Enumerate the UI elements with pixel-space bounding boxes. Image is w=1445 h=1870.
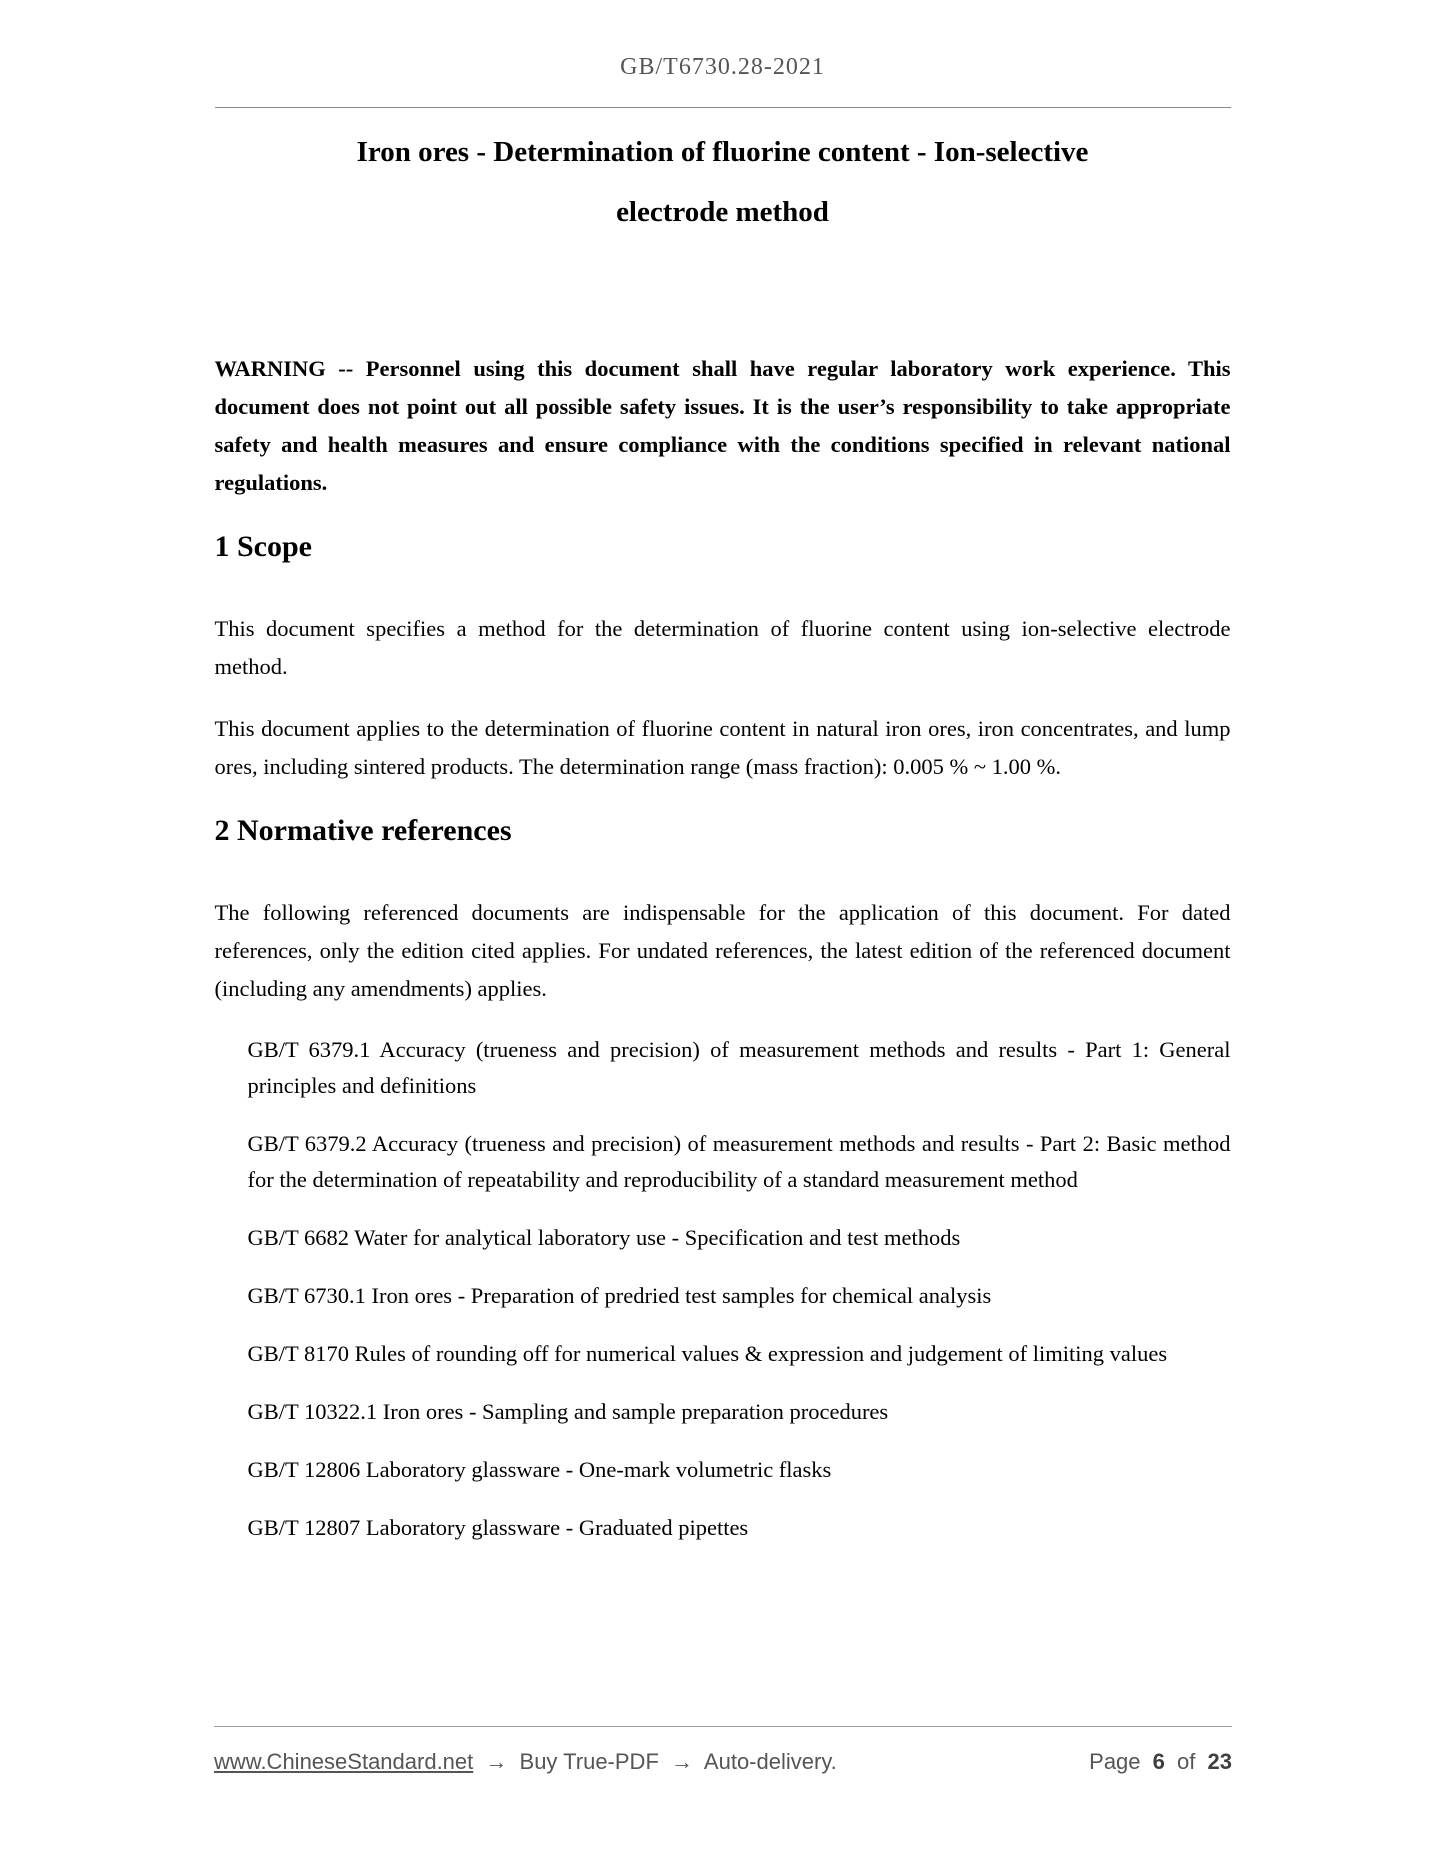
document-title-line2: electrode method xyxy=(616,196,829,228)
reference-item-7: GB/T 12806 Laboratory glassware - One-mark volumetric flasks xyxy=(247,1457,832,1482)
reference-item-8: GB/T 12807 Laboratory glassware - Graduated pipettes xyxy=(247,1515,749,1540)
reference-item-2: GB/T 6379.2 Accuracy (trueness and precision) of measurement methods and results - Part 2: Basic method for the determination of repeatability and reproducibility of a standard measurement method xyxy=(247,1131,1231,1192)
page-footer xyxy=(214,1726,1232,1775)
page-current: 6 xyxy=(1152,1749,1165,1774)
page-total: 23 xyxy=(1207,1749,1232,1774)
page-label: Page xyxy=(1089,1749,1141,1774)
reference-item-3: GB/T 6682 Water for analytical laboratory use - Specification and test methods xyxy=(247,1225,961,1250)
reference-item-1: GB/T 6379.1 Accuracy (trueness and precision) of measurement methods and results - Part 1: General principles and definitions xyxy=(247,1037,1231,1098)
section-heading-normative-references: 2 Normative references xyxy=(214,814,512,847)
warning-paragraph: WARNING -- Personnel using this document shall have regular laboratory work experience. This document does not point out all possible safety issues. It is the user’s responsibility to take appropriate safety and health measures and ensure compliance with the conditions specified in relevant national regulations. xyxy=(214,356,1231,495)
document-title xyxy=(215,122,1231,242)
of-label: of xyxy=(1177,1749,1196,1774)
scope-paragraph-1: This document specifies a method for the determination of fluorine content using ion-selective electrode method. xyxy=(214,616,1231,679)
scope-paragraph-2: This document applies to the determination of fluorine content in natural iron ores, iron concentrates, and lump ores, including sintered products. The determination range (mass fraction): 0.005 % ~ 1.00 %. xyxy=(214,716,1231,779)
reference-item-5: GB/T 8170 Rules of rounding off for numerical values & expression and judgement of limiting values xyxy=(247,1341,1168,1366)
site-link[interactable]: www.ChineseStandard.net xyxy=(214,1749,474,1774)
header-rule xyxy=(215,107,1231,108)
normative-references-intro: The following referenced documents are indispensable for the application of this document. For dated references, only the edition cited applies. For undated references, the latest edition of the referenced document (including any amendments) applies. xyxy=(214,900,1231,1001)
page-content xyxy=(215,0,1231,1546)
footer-action-delivery: Auto-delivery. xyxy=(703,1749,837,1774)
document-title-line1: Iron ores - Determination of fluorine content - Ion-selective xyxy=(356,136,1089,168)
footer-action-buy: Buy True-PDF xyxy=(519,1749,659,1774)
arrow-right-icon: → xyxy=(671,1749,694,1774)
page-indicator xyxy=(1083,1749,1232,1775)
arrow-right-icon: → xyxy=(485,1749,508,1774)
section-heading-scope: 1 Scope xyxy=(214,530,312,563)
footer-rule xyxy=(214,1726,1232,1727)
footer-promo xyxy=(214,1749,843,1775)
doc-number: GB/T6730.28-2021 xyxy=(620,54,825,80)
reference-item-4: GB/T 6730.1 Iron ores - Preparation of predried test samples for chemical analysis xyxy=(247,1283,992,1308)
reference-item-6: GB/T 10322.1 Iron ores - Sampling and sample preparation procedures xyxy=(247,1399,889,1424)
